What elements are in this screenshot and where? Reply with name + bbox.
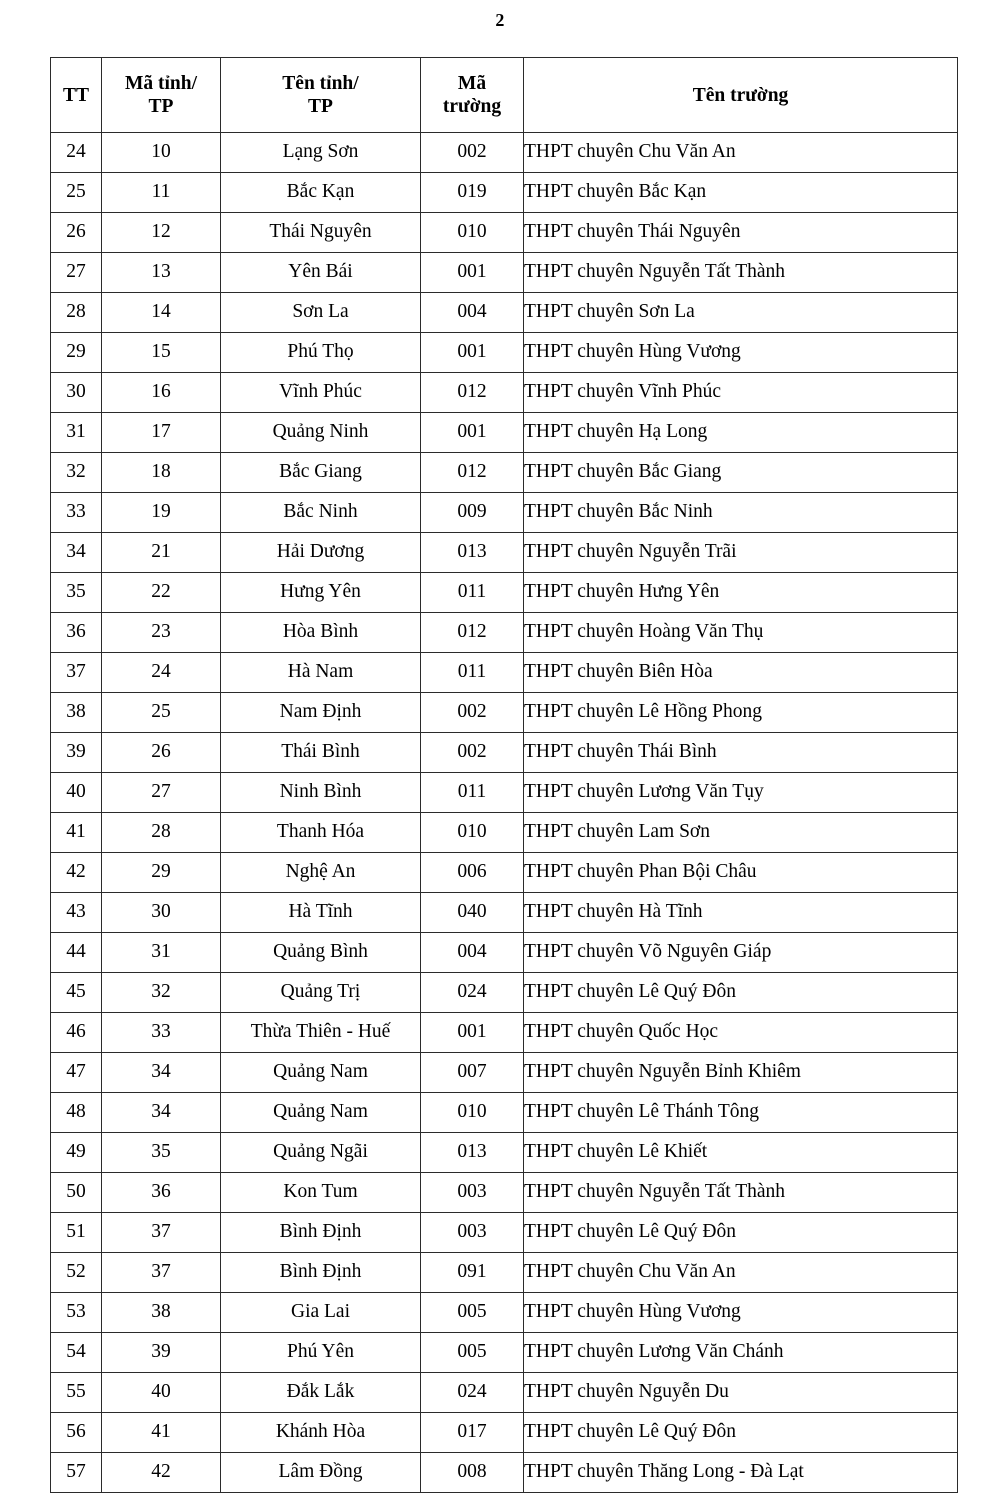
cell-school-code: 011 (421, 773, 524, 813)
cell-school-code: 024 (421, 973, 524, 1013)
cell-province-code: 16 (102, 373, 221, 413)
cell-province-name: Nghệ An (221, 853, 421, 893)
cell-school-code: 004 (421, 933, 524, 973)
table-row (51, 653, 958, 693)
cell-school-code: 012 (421, 373, 524, 413)
cell-school-name: THPT chuyên Chu Văn An (524, 1253, 958, 1293)
cell-tt: 31 (51, 413, 102, 453)
column-header-province-name-line1: Tên tỉnh/ (282, 73, 359, 94)
cell-tt: 26 (51, 213, 102, 253)
cell-province-code: 33 (102, 1013, 221, 1053)
cell-province-code: 12 (102, 213, 221, 253)
cell-school-name: THPT chuyên Võ Nguyên Giáp (524, 933, 958, 973)
cell-school-code: 001 (421, 333, 524, 373)
cell-province-code: 37 (102, 1213, 221, 1253)
cell-tt: 30 (51, 373, 102, 413)
cell-tt: 28 (51, 293, 102, 333)
cell-tt: 49 (51, 1133, 102, 1173)
cell-tt: 54 (51, 1333, 102, 1373)
cell-province-name: Hà Tĩnh (221, 893, 421, 933)
cell-school-name: THPT chuyên Biên Hòa (524, 653, 958, 693)
cell-province-code: 38 (102, 1293, 221, 1333)
cell-tt: 57 (51, 1453, 102, 1493)
cell-school-code: 011 (421, 573, 524, 613)
cell-province-name: Yên Bái (221, 253, 421, 293)
column-header-school-code-line1: Mã (457, 73, 487, 94)
cell-province-name: Hà Nam (221, 653, 421, 693)
cell-province-name: Quảng Nam (221, 1053, 421, 1093)
table-row (51, 1333, 958, 1373)
cell-tt: 43 (51, 893, 102, 933)
cell-province-code: 40 (102, 1373, 221, 1413)
table-header-row (51, 58, 958, 133)
cell-school-code: 012 (421, 453, 524, 493)
cell-province-name: Phú Thọ (221, 333, 421, 373)
table-row (51, 1173, 958, 1213)
table-row (51, 773, 958, 813)
cell-school-name: THPT chuyên Chu Văn An (524, 133, 958, 173)
cell-school-code: 003 (421, 1213, 524, 1253)
cell-province-name: Thái Bình (221, 733, 421, 773)
table-row (51, 1213, 958, 1253)
column-header-tt-label: TT (62, 84, 89, 106)
cell-school-name: THPT chuyên Bắc Giang (524, 453, 958, 493)
cell-school-name: THPT chuyên Nguyễn Du (524, 1373, 958, 1413)
cell-school-name: THPT chuyên Quốc Học (524, 1013, 958, 1053)
cell-school-name: THPT chuyên Nguyễn Tất Thành (524, 253, 958, 293)
cell-school-code: 001 (421, 413, 524, 453)
table-row (51, 373, 958, 413)
table-row (51, 333, 958, 373)
cell-school-code: 003 (421, 1173, 524, 1213)
cell-school-name: THPT chuyên Hoàng Văn Thụ (524, 613, 958, 653)
column-header-tt (51, 58, 102, 133)
cell-province-code: 36 (102, 1173, 221, 1213)
cell-school-code: 013 (421, 533, 524, 573)
table-body (51, 133, 958, 1493)
table-row (51, 613, 958, 653)
table-row (51, 173, 958, 213)
cell-school-code: 002 (421, 133, 524, 173)
column-header-province-code (102, 58, 221, 133)
cell-school-code: 002 (421, 733, 524, 773)
cell-province-name: Bình Định (221, 1213, 421, 1253)
cell-tt: 27 (51, 253, 102, 293)
column-header-province-name (221, 58, 421, 133)
column-header-school-code (421, 58, 524, 133)
cell-province-name: Ninh Bình (221, 773, 421, 813)
cell-tt: 34 (51, 533, 102, 573)
table-row (51, 453, 958, 493)
cell-province-code: 19 (102, 493, 221, 533)
cell-school-code: 010 (421, 1093, 524, 1133)
cell-school-code: 017 (421, 1413, 524, 1453)
cell-school-name: THPT chuyên Lê Thánh Tông (524, 1093, 958, 1133)
cell-province-name: Hòa Bình (221, 613, 421, 653)
cell-province-code: 21 (102, 533, 221, 573)
table-row (51, 1373, 958, 1413)
cell-province-code: 32 (102, 973, 221, 1013)
cell-province-name: Phú Yên (221, 1333, 421, 1373)
cell-tt: 37 (51, 653, 102, 693)
cell-school-name: THPT chuyên Lê Quý Đôn (524, 1213, 958, 1253)
column-header-province-code-line1: Mã tỉnh/ (124, 73, 198, 94)
cell-province-name: Nam Định (221, 693, 421, 733)
cell-province-name: Bắc Kạn (221, 173, 421, 213)
table-row (51, 1053, 958, 1093)
cell-school-name: THPT chuyên Lê Quý Đôn (524, 1413, 958, 1453)
cell-school-name: THPT chuyên Nguyễn Tất Thành (524, 1173, 958, 1213)
cell-tt: 55 (51, 1373, 102, 1413)
cell-province-name: Quảng Ngãi (221, 1133, 421, 1173)
cell-school-name: THPT chuyên Hùng Vương (524, 1293, 958, 1333)
cell-school-name: THPT chuyên Hưng Yên (524, 573, 958, 613)
cell-province-code: 35 (102, 1133, 221, 1173)
cell-province-code: 29 (102, 853, 221, 893)
cell-school-name: THPT chuyên Nguyễn Trãi (524, 533, 958, 573)
table-row (51, 213, 958, 253)
table-row (51, 1453, 958, 1493)
cell-province-code: 14 (102, 293, 221, 333)
cell-tt: 51 (51, 1213, 102, 1253)
cell-province-name: Quảng Bình (221, 933, 421, 973)
cell-tt: 45 (51, 973, 102, 1013)
cell-province-name: Đắk Lắk (221, 1373, 421, 1413)
cell-province-code: 30 (102, 893, 221, 933)
cell-province-code: 22 (102, 573, 221, 613)
cell-school-code: 040 (421, 893, 524, 933)
cell-province-code: 15 (102, 333, 221, 373)
column-header-school-name (524, 58, 958, 133)
table-row (51, 1133, 958, 1173)
cell-tt: 47 (51, 1053, 102, 1093)
cell-province-code: 37 (102, 1253, 221, 1293)
table-row (51, 933, 958, 973)
table-row (51, 493, 958, 533)
cell-province-code: 41 (102, 1413, 221, 1453)
cell-tt: 48 (51, 1093, 102, 1133)
cell-school-code: 002 (421, 693, 524, 733)
cell-province-name: Quảng Trị (221, 973, 421, 1013)
cell-tt: 25 (51, 173, 102, 213)
cell-province-name: Sơn La (221, 293, 421, 333)
cell-school-name: THPT chuyên Lê Khiết (524, 1133, 958, 1173)
cell-school-code: 008 (421, 1453, 524, 1493)
cell-province-name: Quảng Nam (221, 1093, 421, 1133)
table-row (51, 293, 958, 333)
cell-province-name: Bắc Giang (221, 453, 421, 493)
cell-school-name: THPT chuyên Phan Bội Châu (524, 853, 958, 893)
column-header-province-code-line2: TP (148, 96, 174, 117)
table-row (51, 693, 958, 733)
column-header-school-code-line2: trường (442, 96, 502, 117)
cell-tt: 56 (51, 1413, 102, 1453)
cell-school-name: THPT chuyên Sơn La (524, 293, 958, 333)
cell-tt: 52 (51, 1253, 102, 1293)
cell-tt: 42 (51, 853, 102, 893)
cell-school-code: 009 (421, 493, 524, 533)
table-row (51, 733, 958, 773)
cell-school-code: 019 (421, 173, 524, 213)
cell-province-name: Thanh Hóa (221, 813, 421, 853)
cell-province-code: 34 (102, 1053, 221, 1093)
cell-tt: 32 (51, 453, 102, 493)
cell-tt: 40 (51, 773, 102, 813)
cell-province-code: 24 (102, 653, 221, 693)
cell-school-code: 024 (421, 1373, 524, 1413)
table-row (51, 413, 958, 453)
cell-school-code: 013 (421, 1133, 524, 1173)
cell-province-name: Gia Lai (221, 1293, 421, 1333)
cell-tt: 24 (51, 133, 102, 173)
cell-school-name: THPT chuyên Lương Văn Tụy (524, 773, 958, 813)
table-row (51, 573, 958, 613)
cell-province-code: 31 (102, 933, 221, 973)
cell-school-name: THPT chuyên Hùng Vương (524, 333, 958, 373)
table-row (51, 893, 958, 933)
cell-province-code: 13 (102, 253, 221, 293)
cell-province-code: 42 (102, 1453, 221, 1493)
cell-province-code: 11 (102, 173, 221, 213)
cell-province-name: Hưng Yên (221, 573, 421, 613)
cell-province-name: Bắc Ninh (221, 493, 421, 533)
cell-school-code: 006 (421, 853, 524, 893)
cell-province-code: 26 (102, 733, 221, 773)
table-row (51, 1413, 958, 1453)
cell-school-code: 010 (421, 213, 524, 253)
cell-school-name: THPT chuyên Thái Bình (524, 733, 958, 773)
cell-school-code: 012 (421, 613, 524, 653)
page-number: 2 (495, 10, 505, 30)
cell-tt: 39 (51, 733, 102, 773)
cell-school-name: THPT chuyên Lê Hồng Phong (524, 693, 958, 733)
cell-tt: 33 (51, 493, 102, 533)
cell-province-code: 28 (102, 813, 221, 853)
cell-province-code: 27 (102, 773, 221, 813)
table-row (51, 853, 958, 893)
cell-school-code: 001 (421, 1013, 524, 1053)
cell-province-name: Hải Dương (221, 533, 421, 573)
cell-school-code: 005 (421, 1293, 524, 1333)
table-row (51, 973, 958, 1013)
cell-school-name: THPT chuyên Hạ Long (524, 413, 958, 453)
cell-province-code: 18 (102, 453, 221, 493)
cell-school-name: THPT chuyên Bắc Kạn (524, 173, 958, 213)
cell-province-code: 23 (102, 613, 221, 653)
cell-province-code: 25 (102, 693, 221, 733)
table-row (51, 1093, 958, 1133)
cell-tt: 46 (51, 1013, 102, 1053)
cell-province-name: Vĩnh Phúc (221, 373, 421, 413)
cell-school-code: 007 (421, 1053, 524, 1093)
table-row (51, 1293, 958, 1333)
table-row (51, 1013, 958, 1053)
cell-province-name: Lạng Sơn (221, 133, 421, 173)
cell-school-code: 001 (421, 253, 524, 293)
table-row (51, 533, 958, 573)
cell-tt: 44 (51, 933, 102, 973)
cell-school-name: THPT chuyên Lê Quý Đôn (524, 973, 958, 1013)
cell-province-name: Thừa Thiên - Huế (221, 1013, 421, 1053)
cell-tt: 53 (51, 1293, 102, 1333)
cell-tt: 29 (51, 333, 102, 373)
cell-school-name: THPT chuyên Nguyễn Bỉnh Khiêm (524, 1053, 958, 1093)
cell-tt: 41 (51, 813, 102, 853)
cell-province-name: Kon Tum (221, 1173, 421, 1213)
table-row (51, 1253, 958, 1293)
cell-school-name: THPT chuyên Hà Tĩnh (524, 893, 958, 933)
table-row (51, 133, 958, 173)
cell-tt: 38 (51, 693, 102, 733)
cell-tt: 50 (51, 1173, 102, 1213)
cell-province-code: 17 (102, 413, 221, 453)
school-list-table (50, 57, 958, 1493)
cell-school-name: THPT chuyên Lam Sơn (524, 813, 958, 853)
table-row (51, 253, 958, 293)
cell-school-code: 011 (421, 653, 524, 693)
cell-school-name: THPT chuyên Vĩnh Phúc (524, 373, 958, 413)
column-header-province-name-line2: TP (308, 96, 333, 117)
cell-school-code: 005 (421, 1333, 524, 1373)
column-header-school-name-label: Tên trường (692, 84, 789, 106)
cell-province-code: 34 (102, 1093, 221, 1133)
cell-province-name: Thái Nguyên (221, 213, 421, 253)
cell-school-code: 010 (421, 813, 524, 853)
cell-province-name: Lâm Đồng (221, 1453, 421, 1493)
cell-school-name: THPT chuyên Lương Văn Chánh (524, 1333, 958, 1373)
table-header (51, 58, 958, 133)
cell-province-code: 39 (102, 1333, 221, 1373)
cell-school-code: 004 (421, 293, 524, 333)
cell-province-name: Khánh Hòa (221, 1413, 421, 1453)
cell-school-name: THPT chuyên Thăng Long - Đà Lạt (524, 1453, 958, 1493)
cell-province-name: Quảng Ninh (221, 413, 421, 453)
cell-school-code: 091 (421, 1253, 524, 1293)
cell-tt: 36 (51, 613, 102, 653)
cell-province-code: 10 (102, 133, 221, 173)
table-row (51, 813, 958, 853)
cell-school-name: THPT chuyên Thái Nguyên (524, 213, 958, 253)
cell-tt: 35 (51, 573, 102, 613)
school-list-table-container (50, 57, 957, 1493)
cell-school-name: THPT chuyên Bắc Ninh (524, 493, 958, 533)
cell-province-name: Bình Định (221, 1253, 421, 1293)
